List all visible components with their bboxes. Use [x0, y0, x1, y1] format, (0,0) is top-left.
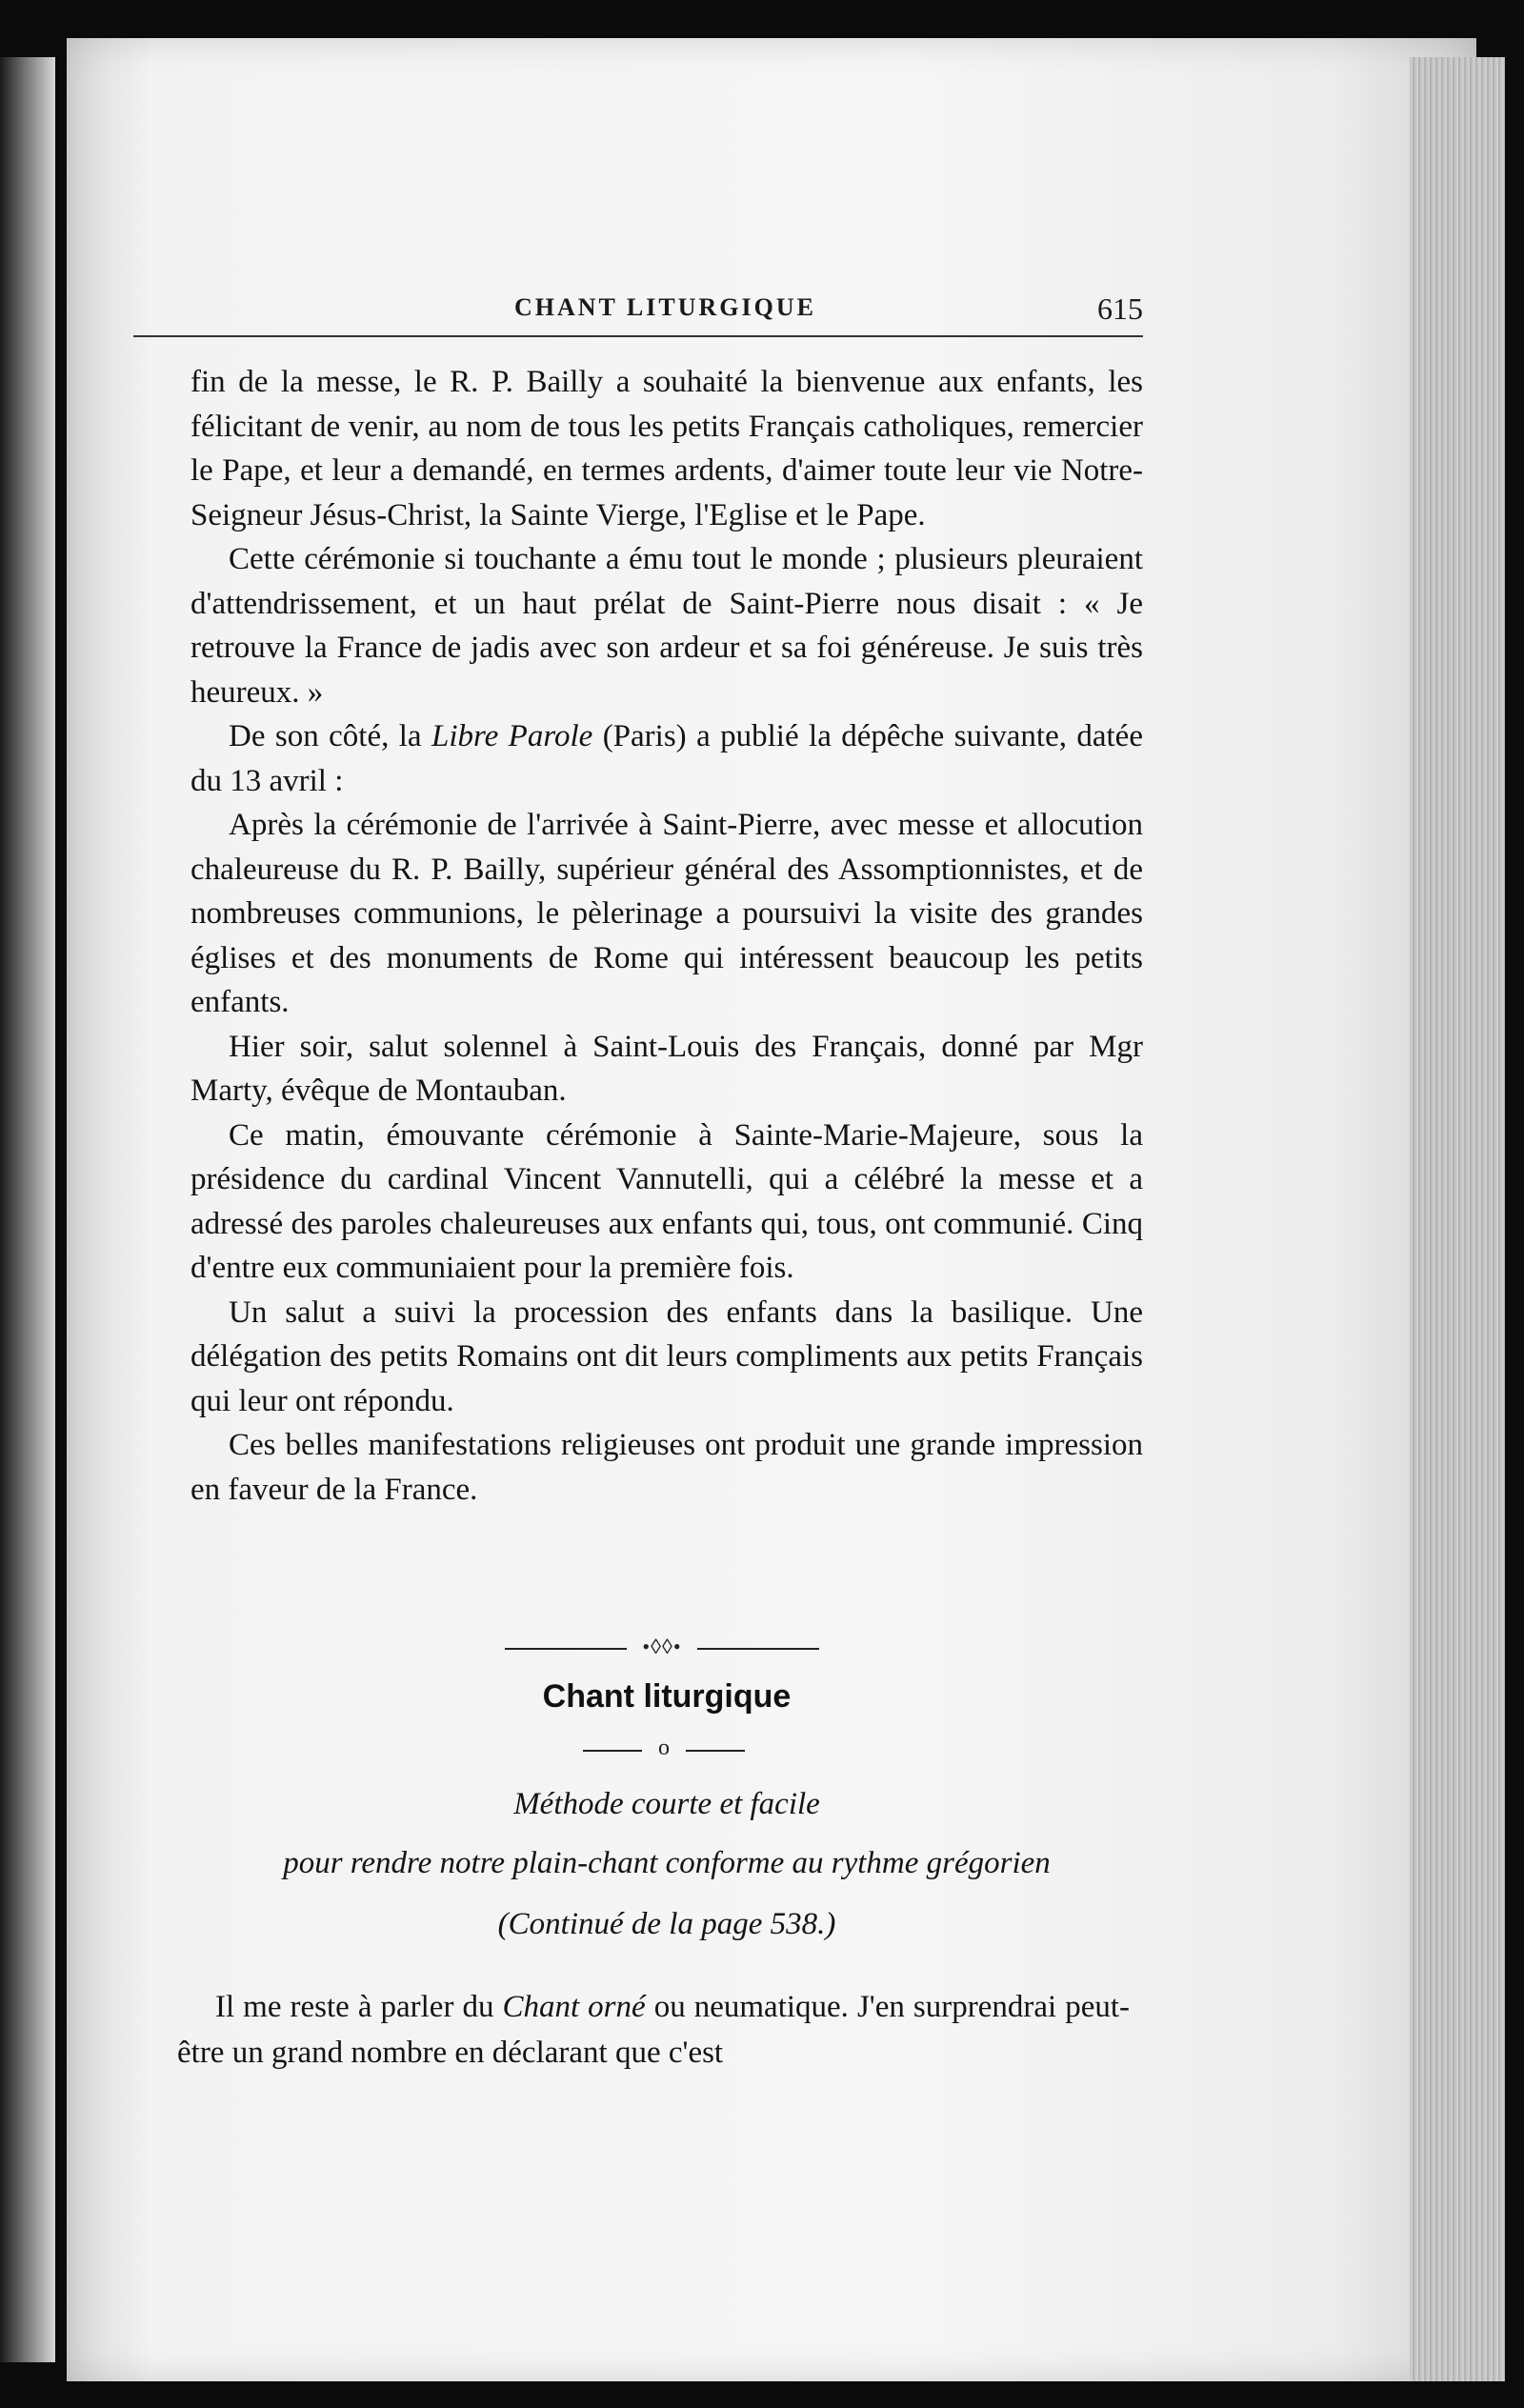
paragraph: Hier soir, salut solennel à Saint-Louis des Français, donné par Mgr Marty, évêque de Montauban. — [190, 1029, 1143, 1108]
header-rule — [133, 335, 1143, 337]
divider-line-right — [686, 1750, 745, 1752]
closing-paragraph — [177, 1984, 1130, 2076]
article-body — [190, 360, 1143, 1512]
term-chant-orne: Chant orné — [502, 1990, 646, 2024]
page-stack-edge — [1410, 57, 1505, 2381]
ornament-glyph: •◊◊• — [642, 1635, 682, 1658]
subtitle-purpose: pour rendre notre plain-chant conforme au rythme grégorien — [283, 1846, 1051, 1880]
paragraph: Un salut a suivi la procession des enfants dans la basilique. Une délégation des petits Romains ont dit leurs compliments aux petits Français qui leur ont répondu. — [190, 1294, 1143, 1418]
subtitle-method: Méthode courte et facile — [513, 1787, 820, 1821]
paragraph: Ces belles manifestations religieuses ont produit une grande impression en faveur de la France. — [190, 1428, 1143, 1507]
section-ornament — [505, 1635, 819, 1658]
continuation-note: (Continué de la page 538.) — [497, 1907, 836, 1941]
paragraph: Après la cérémonie de l'arrivée à Saint-Pierre, avec messe et allocution chaleureuse du R. P. Bailly, supérieur général des Assomptionnistes, et de nombreuses communions, le pèlerinage a poursuivi la visite des grandes églises et des monuments de Rome qui intéressent beaucoup les petits enfants. — [190, 808, 1143, 1019]
running-head — [133, 286, 1143, 324]
title-divider — [583, 1736, 745, 1764]
paragraph: Ce matin, émouvante cérémonie à Sainte-Marie-Majeure, sous la présidence du cardinal Vincent Vannutelli, qui a célébré la messe et a adressé des paroles chaleureuses aux enfants qui, tous, ont communié. Cinq d'entre eux communiaient pour la première fois. — [190, 1117, 1143, 1285]
paragraph-libre-parole — [190, 714, 1143, 803]
text-run: (Paris) a publié la dépêche suivante, datée du 13 avril : — [190, 719, 1143, 798]
paragraph: fin de la messe, le R. P. Bailly a souhaité la bienvenue aux enfants, les félicitant de venir, au nom de tous les petits Français catholiques, remercier le Pape, et leur a demandé, en termes ardents, d'aimer toute leur vie Notre-Seigneur Jésus-Christ, la Sainte Vierge, l'Eglise et le Pape. — [190, 365, 1143, 532]
ornament-line-left — [505, 1648, 627, 1650]
newspaper-title: Libre Parole — [431, 719, 593, 753]
divider-mark: o — [658, 1736, 670, 1760]
running-title: CHANT LITURGIQUE — [514, 293, 816, 321]
divider-line-left — [583, 1750, 642, 1752]
facing-page-edge — [0, 57, 55, 2362]
text-run: ou neumatique. J'en surprendrai peut-être un grand nombre en déclarant que c'est — [177, 1990, 1131, 2070]
page-number: 615 — [1097, 291, 1143, 326]
section-title: Chant liturgique — [542, 1678, 792, 1715]
paragraph — [177, 1984, 1130, 2076]
paragraph: Cette cérémonie si touchante a ému tout le monde ; plusieurs pleuraient d'attendrissement, et un haut prélat de Saint-Pierre nous disait : « Je retrouve la France de jadis avec son ardeur et sa foi généreuse. Je suis très heureux. » — [190, 542, 1143, 710]
text-run: De son côté, la — [229, 719, 431, 753]
text-run: Il me reste à parler du — [215, 1990, 503, 2024]
ornament-line-right — [697, 1648, 819, 1650]
